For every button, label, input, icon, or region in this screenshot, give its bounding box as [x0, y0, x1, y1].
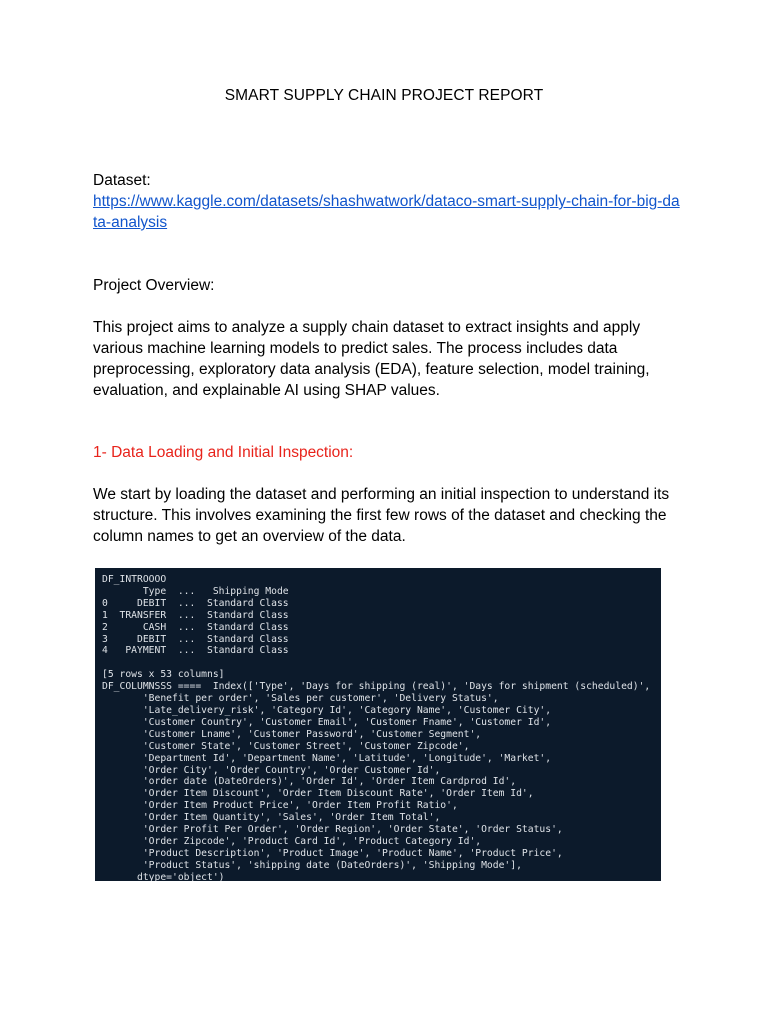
section-1-paragraph: We start by loading the dataset and performing an initial inspection to understand its structure. This involves examining the first few rows of the dataset and checking the column names to get an overview of the data.: [93, 486, 670, 545]
terminal-line: 'Product Description', 'Product Image', 'Product Name', 'Product Price',: [102, 847, 563, 859]
terminal-line: dtype='object'): [102, 871, 225, 881]
dataset-link[interactable]: https://www.kaggle.com/datasets/shashwatwork/dataco-smart-supply-chain-for-big-data-analysis: [93, 193, 680, 231]
terminal-line: DF_COLUMNSSS ==== Index(['Type', 'Days for shipping (real)', 'Days for shipment (scheduled)',: [102, 681, 651, 693]
dataset-label: Dataset:: [93, 172, 151, 189]
terminal-line: 'Product Status', 'shipping date (DateOrders)', 'Shipping Mode'],: [102, 859, 522, 871]
terminal-line: 'Order City', 'Order Country', 'Order Customer Id',: [102, 764, 441, 776]
terminal-line: 'Customer Lname', 'Customer Password', 'Customer Segment',: [102, 728, 482, 740]
terminal-line: 'Department Id', 'Department Name', 'Latitude', 'Longitude', 'Market',: [102, 752, 552, 764]
terminal-line: 3 DEBIT ... Standard Class: [102, 633, 289, 645]
terminal-line: 'Late_delivery_risk', 'Category Id', 'Category Name', 'Customer City',: [102, 704, 552, 716]
terminal-line: 4 PAYMENT ... Standard Class: [102, 645, 289, 657]
terminal-text: [95, 574, 661, 881]
terminal-line: 1 TRANSFER ... Standard Class: [102, 609, 289, 621]
terminal-line: 'Order Item Product Price', 'Order Item Profit Ratio',: [102, 800, 458, 812]
dataset-block: [93, 170, 683, 233]
overview-paragraph: This project aims to analyze a supply chain dataset to extract insights and apply various machine learning models to predict sales. The process includes data preprocessing, exploratory data analysis (EDA), feature selection, model training, evaluation, and explainable AI using SHAP values.: [93, 319, 650, 399]
terminal-line: 'Order Profit Per Order', 'Order Region', 'Order State', 'Order Status',: [102, 824, 563, 836]
terminal-line: 'Customer State', 'Customer Street', 'Customer Zipcode',: [102, 740, 470, 752]
terminal-line: 'Order Zipcode', 'Product Card Id', 'Product Category Id',: [102, 835, 482, 847]
terminal-line: 2 CASH ... Standard Class: [102, 621, 289, 633]
report-title: SMART SUPPLY CHAIN PROJECT REPORT: [224, 87, 544, 104]
terminal-line: [5 rows x 53 columns]: [102, 669, 225, 681]
terminal-line: 'Benefit per order', 'Sales per customer', 'Delivery Status',: [102, 693, 499, 705]
terminal-line: 'Order Item Discount', 'Order Item Discount Rate', 'Order Item Id',: [102, 788, 534, 800]
overview-heading: Project Overview:: [93, 277, 215, 294]
section-1-heading: 1- Data Loading and Initial Inspection:: [93, 444, 354, 461]
terminal-line: DF_INTROOOO: [102, 574, 167, 585]
terminal-line: 'order date (DateOrders)', 'Order Id', 'Order Item Cardprod Id',: [102, 776, 517, 788]
terminal-line: [102, 657, 661, 669]
terminal-line: 0 DEBIT ... Standard Class: [102, 597, 289, 609]
terminal-line: Type ... Shipping Mode: [102, 585, 289, 597]
terminal-line: 'Order Item Quantity', 'Sales', 'Order Item Total',: [102, 812, 441, 824]
terminal-output-screenshot: [95, 568, 661, 881]
terminal-line: 'Customer Country', 'Customer Email', 'Customer Fname', 'Customer Id',: [102, 716, 552, 728]
